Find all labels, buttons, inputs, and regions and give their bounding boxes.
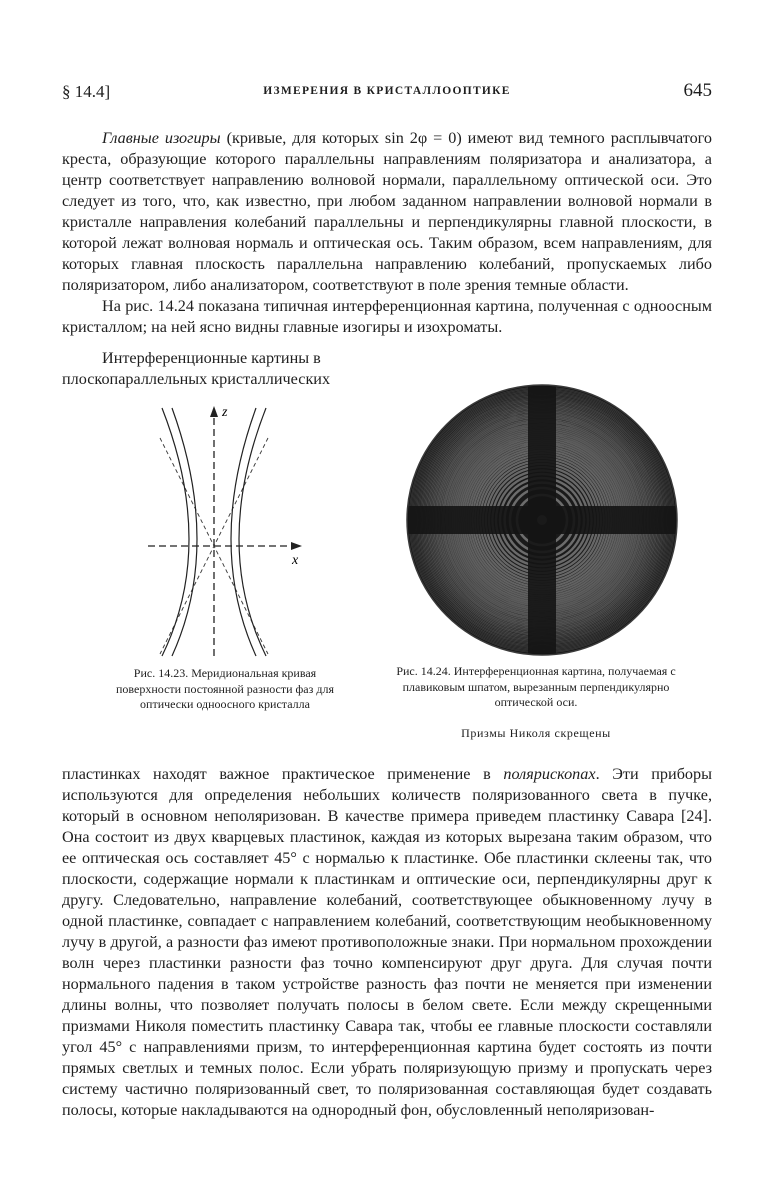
outer-curve-left: [162, 408, 189, 656]
figure-14-24-caption: Рис. 14.24. Интерференционная картина, получаемая с плавиковым шпатом, вырезанным перпендикулярно оптической оси.: [396, 664, 676, 709]
figure-14-23-caption: Рис. 14.23. Меридиональная кривая поверхности постоянной разности фаз для оптически одноосного кристалла: [116, 666, 334, 711]
x-axis-label: x: [292, 553, 299, 568]
pattern-center: [537, 515, 547, 525]
paragraph-polariscope-cont-start: пластинках находят важное практическое применение в: [62, 765, 504, 783]
paragraph-polariscope-continued: [62, 764, 712, 1121]
paragraph-figure-reference: На рис. 14.24 показана типичная интерференционная картина, полученная с одноосным кристаллом; на ней ясно видны главные изогиры и изохроматы.: [62, 297, 712, 336]
paragraph-isogyres-text: (кривые, для которых sin 2φ = 0) имеют вид темного расплывчатого креста, образующие которого параллельны направлениям поляризатора и анализатора, а центр соответствует направлению волновой нормали, параллельному оптической оси. Это следует из того, что, как известно, при любом заданном направлении волновой нормали в кристалле направления колебаний параллельны и перпендикулярны главной плоскости, в которой лежат волновая нормаль и оптическая ось. Таким образом, всем направлениям, для которых главная плоскость параллельна направлению колебаний, пропускаемых либо поляризатором, либо анализатором, соответствуют в поле зрения темные области.: [62, 129, 712, 294]
page-number: 645: [683, 80, 712, 101]
figure-14-24-note: Призмы Николя скрещены: [461, 726, 611, 740]
outer-curve-right: [239, 408, 266, 656]
z-axis-arrow: [210, 406, 218, 417]
upper-text: [62, 128, 712, 338]
term-polariscopes: полярископах: [503, 765, 596, 783]
paragraph-isogyres: [62, 128, 712, 296]
running-head: [62, 80, 712, 106]
chapter-title: ИЗМЕРЕНИЯ В КРИСТАЛЛООПТИКЕ: [263, 85, 511, 97]
inner-curve-left: [172, 408, 197, 656]
interference-pattern-photo: [402, 384, 692, 658]
lower-text: [62, 764, 712, 1121]
paragraph-polariscope-cont-end: . Эти приборы используются для определения небольших количеств поляризованного света в пучке, который в основном неполяризован. В качестве примера приведем пластинку Савара [24]. Она состоит из двух кварцевых пластинок, каждая из которых вырезана таким образом, что ее оптическая ось составляет 45° с нормалью к пластинке. Обе пластинки склеены так, что плоскости, содержащие нормали к пластинкам и оптические оси, перпендикулярны друг к другу. Следовательно, направление колебаний, соответствующее обыкновенному лучу в одной пластинке, совпадает с направлением колебаний, соответствующим необыкновенному лучу в другой, а разности фаз имеют противоположные знаки. При нормальном прохождении волн через пластинки разности фаз точно компенсируют друг друга. Для случая почти нормального падения в таком устройстве разность фаз почти не меняется при изменении длины волны, что позволяет получать полосы в белом свете. Если между скрещенными призмами Николя поместить пластинку Савара так, чтобы ее главные плоскости составляли угол 45° с направлениями призм, то интерференционная картина будет состоять из почти прямых светлых и темных полос. Если убрать поляризующую призму и пропускать через систему частично поляризованный свет, то поляризованная составляющая будет создавать полосы, которые накладываются на однородный фон, обусловленный неполяризован-: [62, 765, 712, 1119]
meridional-curve-diagram: [112, 398, 342, 660]
z-axis-label: z: [222, 405, 228, 420]
paragraph-polariscope-line2: плоскопараллельных кристаллических: [62, 370, 331, 388]
paragraph-polariscope-line1: Интерференционные картины в: [102, 349, 321, 367]
x-axis-arrow: [291, 542, 302, 550]
section-number: § 14.4]: [62, 82, 111, 101]
term-main-isogyres: Главные изогиры: [102, 129, 221, 147]
inner-curve-right: [231, 408, 256, 656]
paragraph-polariscope-start: [62, 348, 382, 390]
